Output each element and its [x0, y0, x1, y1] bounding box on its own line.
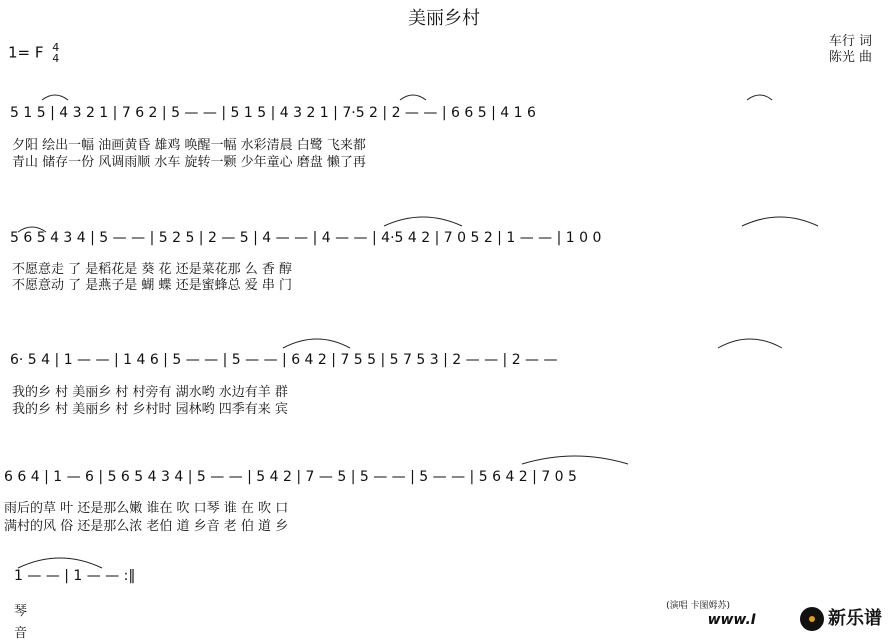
lyrics-row-3-verse-2: 我的乡 村 美丽乡 村 乡村时 园林哟 四季有来 宾 [12, 402, 288, 417]
notation-row-1: 5 1 5 | 4 3 2 1 | 7 6 2 | 5 — — | 5 1 5 | 4 3 2 1 | 7·5 2 | 2 — — | 6 6 5 | 4 1 6 [10, 105, 536, 121]
notation-row-2: 5 6 5 4 3 4 | 5 — — | 5 2 5 | 2 — 5 | 4 — — | 4 — — | 4·5 4 2 | 7 0 5 2 | 1 — — | 1 0 0 [10, 230, 602, 246]
notation-row-3: 6· 5 4 | 1 — — | 1 4 6 | 5 — — | 5 — — | 6 4 2 | 7 5 5 | 5 7 5 3 | 2 — — | 2 — — [10, 352, 558, 368]
lyrics-row-1-verse-2: 青山 储存一份 风调雨顺 水车 旋转一颗 少年童心 磨盘 懒了再 [12, 155, 366, 170]
record-icon [800, 607, 824, 631]
singer-credit: (演唱 卡图姆苏) [666, 601, 730, 611]
time-signature-bottom: 4 [52, 52, 60, 65]
composer-credit: 陈光 曲 [828, 50, 872, 65]
lyrics-row-1-verse-1: 夕阳 绘出一幅 油画黄昏 雄鸡 唤醒一幅 水彩清晨 白鹭 飞来都 [12, 138, 366, 153]
lyrics-row-4-verse-2: 满村的风 俗 还是那么浓 老伯 道 乡音 老 伯 道 乡 [4, 519, 289, 534]
lyricist-credit: 车行 词 [828, 34, 872, 49]
notation-row-5: 1 — — | 1 — — :‖ [14, 568, 136, 584]
key-label: 1= F [8, 43, 44, 62]
lyrics-row-4-verse-1: 雨后的草 叶 还是那么嫩 谁在 吹 口琴 谁 在 吹 口 [4, 501, 289, 516]
brand-name: 新乐谱 [828, 608, 882, 629]
lyrics-row-3-verse-1: 我的乡 村 美丽乡 村 村旁有 湖水哟 水边有羊 群 [12, 385, 288, 400]
time-signature-top: 4 [52, 41, 60, 54]
notation-row-4: 6 6 4 | 1 — 6 | 5 6 5 4 3 4 | 5 — — | 5 4 2 | 7 — 5 | 5 — — | 5 — — | 5 6 4 2 | 7 0 5 [4, 469, 577, 485]
song-title: 美丽乡村 [408, 8, 480, 29]
brand-logo [800, 604, 882, 631]
lyrics-row-5-verse-2: 音 [14, 626, 28, 641]
lyrics-row-2-verse-2: 不愿意动 了 是燕子是 蝴 蝶 还是蜜蜂总 爱 串 门 [12, 278, 293, 293]
site-url[interactable]: www.I [707, 612, 756, 628]
lyrics-row-5-verse-1: 琴 [14, 604, 28, 619]
lyrics-row-2-verse-1: 不愿意走 了 是稻花是 葵 花 还是菜花那 么 香 醇 [12, 262, 293, 277]
